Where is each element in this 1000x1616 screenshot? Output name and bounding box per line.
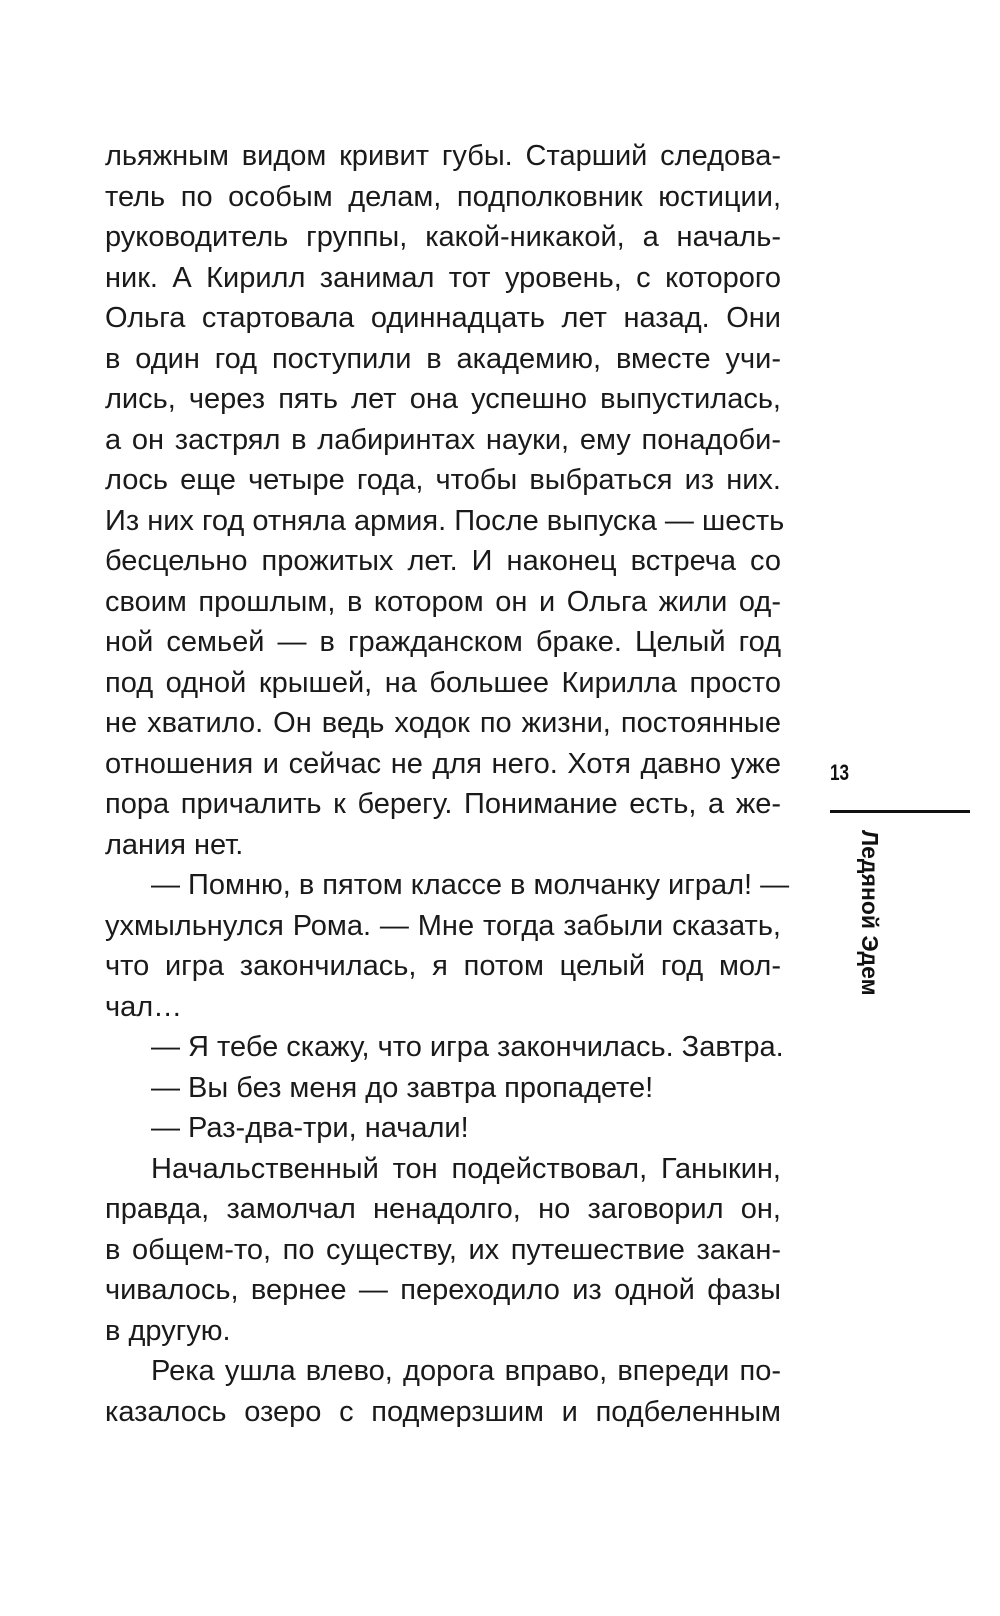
text-line: в общем-то, по существу, их путешествие закан- [105, 1233, 781, 1266]
text-line: Из них год отняла армия. После выпуска — шесть [105, 504, 785, 537]
text-line: ной семьей — в гражданском браке. Целый год [105, 626, 781, 658]
text-line: чал… [105, 990, 183, 1023]
text-line: в один год поступили в академию, вместе учи- [105, 342, 781, 375]
dialogue-line: — Вы без меня до завтра пропадете! [151, 1071, 654, 1104]
text-line: а он застрял в лабиринтах науки, ему понадоби- [105, 423, 781, 456]
dialogue-line: — Раз-два-три, начали! [151, 1112, 469, 1144]
text-line: чивалось, вернее — переходило из одной фазы [105, 1274, 781, 1306]
text-line: лось еще четыре года, чтобы выбраться из них. [105, 464, 781, 496]
text-line: лания нет. [105, 828, 244, 861]
text-line: руководитель группы, какой-никакой, а началь- [105, 221, 781, 253]
text-line: не хватило. Он ведь ходок по жизни, постоянные [105, 707, 781, 739]
text-line: что игра закончилась, я потом целый год мол- [105, 950, 781, 982]
text-line: в другую. [105, 1314, 231, 1347]
dialogue-line: — Помню, в пятом классе в молчанку играл! — [151, 869, 790, 901]
text-line: отношения и сейчас не для него. Хотя давно уже [105, 747, 781, 780]
paragraph-start-line: Река ушла влево, дорога вправо, впереди по- [151, 1355, 781, 1387]
text-line: правда, замолчал ненадолго, но заговорил он, [105, 1193, 781, 1225]
paragraph-start-line: Начальственный тон подействовал, Ганыкин, [151, 1152, 781, 1185]
side-rule-divider [830, 810, 970, 813]
text-line: льяжным видом кривит губы. Старший следова- [105, 140, 781, 172]
dialogue-line: — Я тебе скажу, что игра закончилась. Завтра. [151, 1031, 784, 1063]
text-line: ухмыльнулся Рома. — Мне тогда забыли сказать, [105, 909, 781, 942]
text-line: Ольга стартовала одиннадцать лет назад. Они [105, 302, 781, 334]
text-line: пора причалить к берегу. Понимание есть, а же- [105, 788, 781, 820]
text-line: под одной крышей, на большее Кирилла просто [105, 666, 781, 699]
page-number: 13 [830, 760, 850, 785]
text-line: казалось озеро с подмерзшим и подбеленным [105, 1395, 781, 1428]
body-text [105, 136, 790, 1432]
text-line: лись, через пять лет она успешно выпустилась, [105, 383, 781, 415]
text-line: своим прошлым, в котором он и Ольга жили од- [105, 585, 781, 618]
text-line: ник. А Кирилл занимал тот уровень, с которого [105, 261, 781, 294]
text-line: тель по особым делам, подполковник юстиции, [105, 180, 781, 213]
running-title: Ледяной Эдем [857, 830, 883, 996]
text-line: бесцельно прожитых лет. И наконец встреча со [105, 545, 781, 577]
